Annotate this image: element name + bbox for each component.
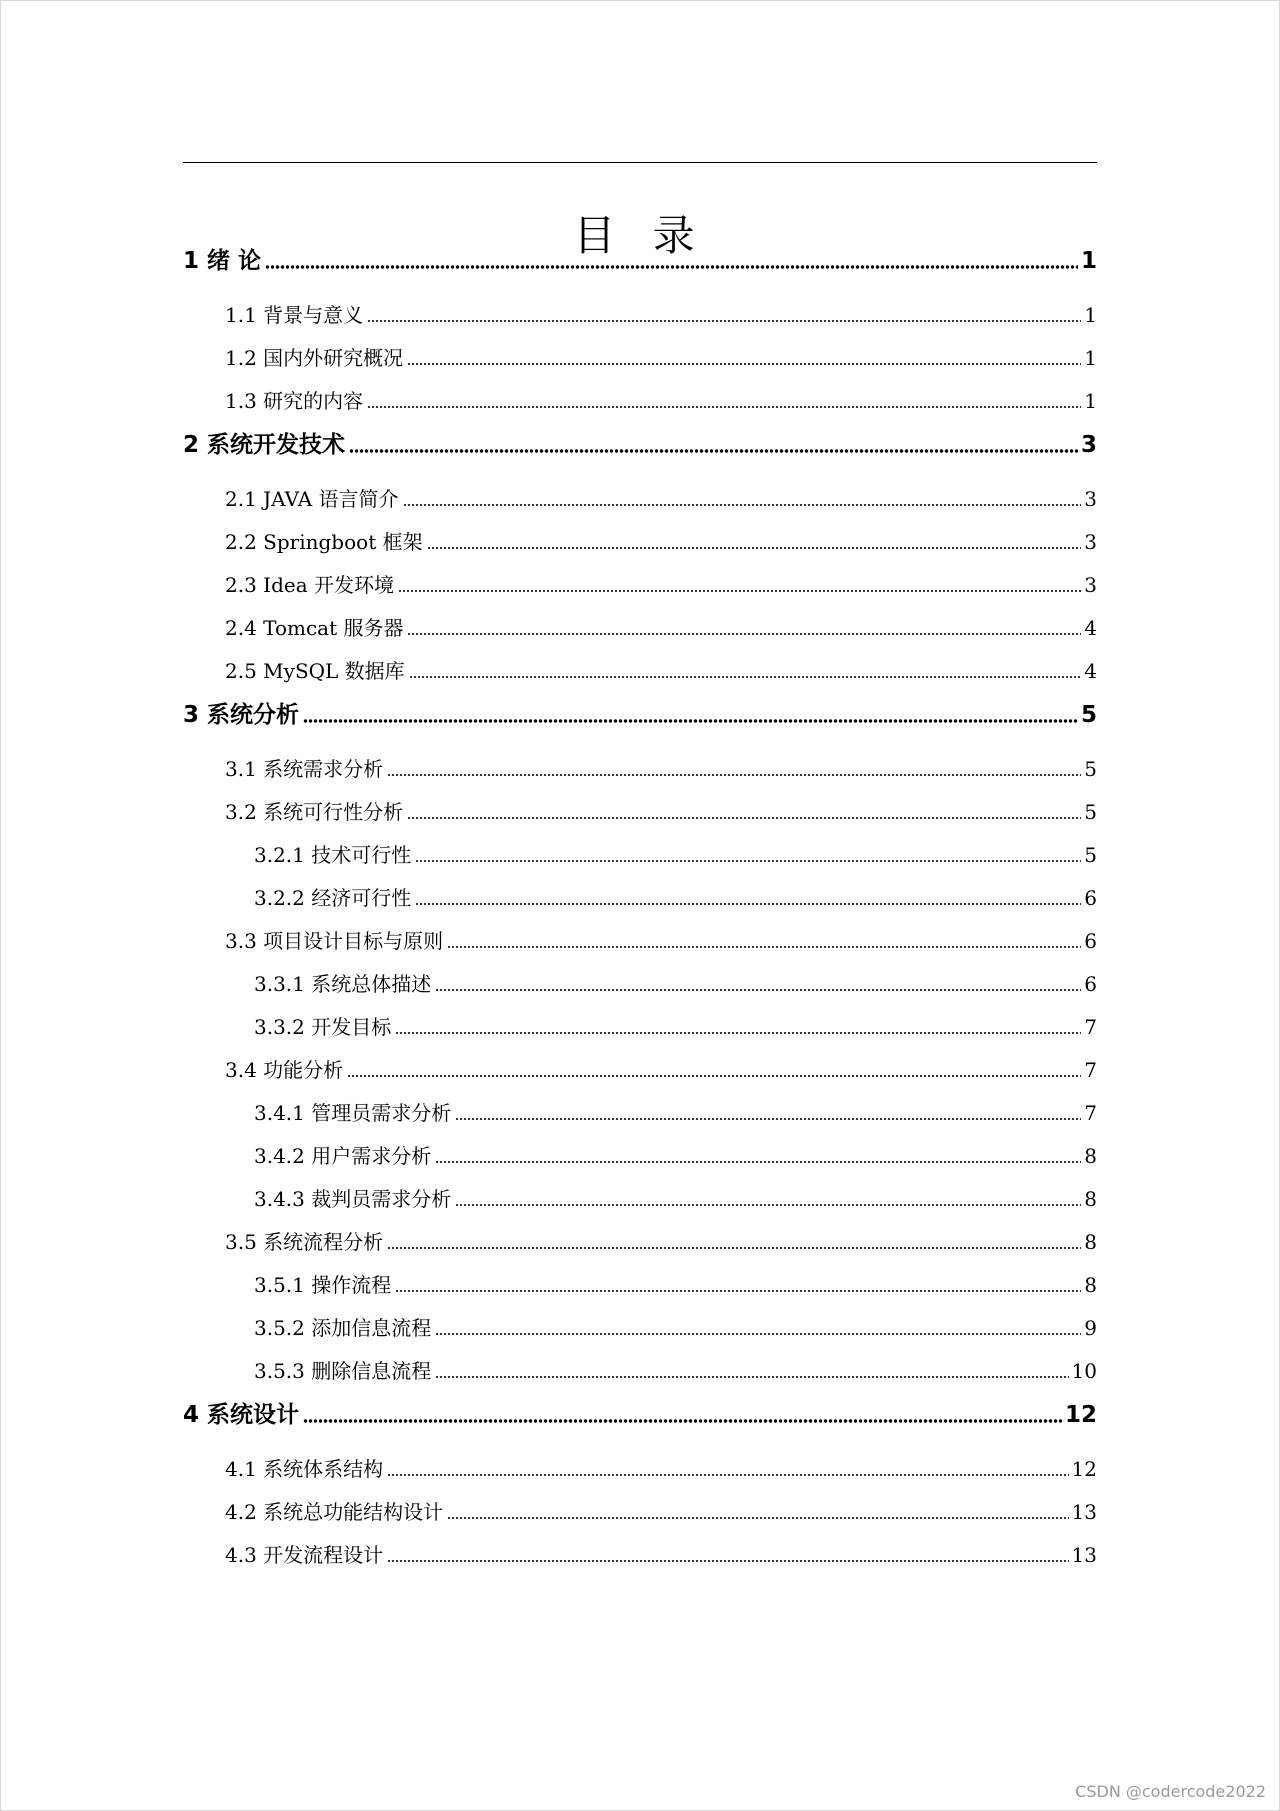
- toc-entry-page-number: 1: [1080, 248, 1097, 274]
- toc-entry-label: 3.4 功能分析: [225, 1058, 344, 1082]
- dot-leader: [303, 719, 1078, 723]
- toc-entry-label: 3.5.2 添加信息流程: [254, 1316, 432, 1340]
- toc-entry-label: 3.3 项目设计目标与原则: [225, 929, 444, 953]
- toc-entry-label: 3.2 系统可行性分析: [225, 800, 404, 824]
- toc-entry[interactable]: [183, 242, 1097, 275]
- toc-entry[interactable]: [254, 1097, 1097, 1126]
- toc-entry-page-number: 1: [1084, 346, 1097, 370]
- toc-entry[interactable]: [225, 342, 1097, 371]
- toc-entry[interactable]: [183, 426, 1097, 459]
- toc-entry-page-number: 5: [1080, 702, 1097, 728]
- toc-entry-label: 3.3.2 开发目标: [254, 1015, 392, 1039]
- dot-leader: [415, 903, 1081, 905]
- toc-entry-label: 3.2.1 技术可行性: [254, 843, 412, 867]
- toc-entry[interactable]: [225, 1496, 1097, 1525]
- toc-title: 目 录: [573, 211, 707, 261]
- dot-leader: [435, 1161, 1081, 1163]
- dot-leader: [367, 320, 1081, 322]
- toc-entry[interactable]: [254, 1011, 1097, 1040]
- toc-entry[interactable]: [254, 839, 1097, 868]
- toc-entry-label: 3.3.1 系统总体描述: [254, 972, 432, 996]
- toc-entry-label: 2.3 Idea 开发环境: [225, 573, 394, 597]
- toc-entry-page-number: 5: [1084, 757, 1097, 781]
- toc-entry[interactable]: [225, 385, 1097, 414]
- toc-entry-page-number: 6: [1084, 929, 1097, 953]
- dot-leader: [395, 1032, 1081, 1034]
- toc-entry-page-number: 9: [1084, 1316, 1097, 1340]
- toc-entry-label: 2.1 JAVA 语言简介: [225, 487, 399, 511]
- toc-entry[interactable]: [225, 1054, 1097, 1083]
- toc-entry-page-number: 6: [1084, 886, 1097, 910]
- toc-entry-page-number: 3: [1084, 530, 1097, 554]
- dot-leader: [435, 1376, 1068, 1378]
- toc-entry[interactable]: [254, 1355, 1097, 1384]
- toc-entry[interactable]: [225, 612, 1097, 641]
- toc-entry[interactable]: [183, 1396, 1097, 1429]
- dot-leader: [347, 1075, 1081, 1077]
- toc-entry-label: 3.4.1 管理员需求分析: [254, 1101, 452, 1125]
- dot-leader: [387, 774, 1081, 776]
- toc-entry-label: 1.1 背景与意义: [225, 303, 364, 327]
- toc-entry-label: 2.2 Springboot 框架: [225, 530, 423, 554]
- dot-leader: [265, 265, 1078, 269]
- toc-entry-page-number: 3: [1084, 487, 1097, 511]
- dot-leader: [367, 406, 1081, 408]
- dot-leader: [387, 1560, 1068, 1562]
- toc-entry-page-number: 10: [1071, 1359, 1097, 1383]
- toc-entry[interactable]: [225, 925, 1097, 954]
- dot-leader: [407, 817, 1081, 819]
- toc-entry[interactable]: [225, 796, 1097, 825]
- dot-leader: [407, 363, 1081, 365]
- toc-entry-page-number: 12: [1064, 1402, 1097, 1428]
- toc-entry-page-number: 13: [1071, 1500, 1097, 1524]
- toc-entry-label: 3.5.3 删除信息流程: [254, 1359, 432, 1383]
- toc-entry[interactable]: [225, 526, 1097, 555]
- toc-entry[interactable]: [225, 753, 1097, 782]
- toc-entry-label: 1 绪 论: [183, 248, 262, 274]
- toc-entry-page-number: 7: [1084, 1015, 1097, 1039]
- toc-entry[interactable]: [225, 299, 1097, 328]
- dot-leader: [409, 676, 1082, 678]
- toc-entry-label: 3.1 系统需求分析: [225, 757, 384, 781]
- toc-entry-page-number: 8: [1084, 1230, 1097, 1254]
- dot-leader: [427, 547, 1082, 549]
- toc-entry[interactable]: [254, 968, 1097, 997]
- toc-entry-page-number: 6: [1084, 972, 1097, 996]
- dot-leader: [435, 989, 1081, 991]
- toc-entry[interactable]: [225, 1226, 1097, 1255]
- dot-leader: [395, 1290, 1081, 1292]
- toc-entry-label: 3.5 系统流程分析: [225, 1230, 384, 1254]
- toc-entry[interactable]: [254, 1140, 1097, 1169]
- toc-entry-page-number: 1: [1084, 389, 1097, 413]
- dot-leader: [447, 1517, 1068, 1519]
- toc-entry-label: 4 系统设计: [183, 1402, 300, 1428]
- watermark: CSDN @codercode2022: [1075, 1782, 1266, 1801]
- dot-leader: [303, 1419, 1062, 1423]
- toc-entry[interactable]: [254, 1269, 1097, 1298]
- toc-entry-label: 3.4.3 裁判员需求分析: [254, 1187, 452, 1211]
- toc-entry-page-number: 5: [1084, 800, 1097, 824]
- dot-leader: [447, 946, 1081, 948]
- toc-entry-page-number: 7: [1084, 1058, 1097, 1082]
- toc-entry-label: 2 系统开发技术: [183, 432, 346, 458]
- toc-entry-label: 4.2 系统总功能结构设计: [225, 1500, 444, 1524]
- dot-leader: [387, 1474, 1068, 1476]
- dot-leader: [398, 590, 1081, 592]
- toc-entry-label: 3 系统分析: [183, 702, 300, 728]
- dot-leader: [403, 504, 1082, 506]
- toc-entry-label: 3.2.2 经济可行性: [254, 886, 412, 910]
- toc-entry-page-number: 4: [1084, 659, 1097, 683]
- toc-entry-page-number: 12: [1071, 1457, 1097, 1481]
- toc-entry-label: 3.5.1 操作流程: [254, 1273, 392, 1297]
- dot-leader: [455, 1204, 1081, 1206]
- toc-entry-label: 2.4 Tomcat 服务器: [225, 616, 404, 640]
- toc-entry-label: 3.4.2 用户需求分析: [254, 1144, 432, 1168]
- toc-entry-page-number: 4: [1084, 616, 1097, 640]
- toc-entry-label: 4.1 系统体系结构: [225, 1457, 384, 1481]
- dot-leader: [387, 1247, 1081, 1249]
- toc-entry-page-number: 3: [1080, 432, 1097, 458]
- toc-entry[interactable]: [254, 882, 1097, 911]
- dot-leader: [349, 449, 1078, 453]
- dot-leader: [407, 633, 1081, 635]
- toc-entry-page-number: 8: [1084, 1187, 1097, 1211]
- toc-entry-page-number: 1: [1084, 303, 1097, 327]
- dot-leader: [455, 1118, 1081, 1120]
- dot-leader: [435, 1333, 1081, 1335]
- toc-entry[interactable]: [254, 1183, 1097, 1212]
- toc-entry[interactable]: [254, 1312, 1097, 1341]
- toc-entry[interactable]: [225, 1453, 1097, 1482]
- dot-leader: [415, 860, 1081, 862]
- toc-entry-page-number: 3: [1084, 573, 1097, 597]
- toc-entry-page-number: 7: [1084, 1101, 1097, 1125]
- toc-entry[interactable]: [225, 655, 1097, 684]
- toc-entry-label: 2.5 MySQL 数据库: [225, 659, 405, 683]
- toc-entry-page-number: 8: [1084, 1144, 1097, 1168]
- toc-entry[interactable]: [183, 696, 1097, 729]
- toc-entry[interactable]: [225, 483, 1097, 512]
- toc-entry-label: 4.3 开发流程设计: [225, 1543, 384, 1567]
- toc-entry-page-number: 8: [1084, 1273, 1097, 1297]
- toc-entry-label: 1.3 研究的内容: [225, 389, 364, 413]
- toc-entry-page-number: 5: [1084, 843, 1097, 867]
- toc-entry-page-number: 13: [1071, 1543, 1097, 1567]
- toc-entry-label: 1.2 国内外研究概况: [225, 346, 404, 370]
- toc-entry[interactable]: [225, 569, 1097, 598]
- toc-entry[interactable]: [225, 1539, 1097, 1568]
